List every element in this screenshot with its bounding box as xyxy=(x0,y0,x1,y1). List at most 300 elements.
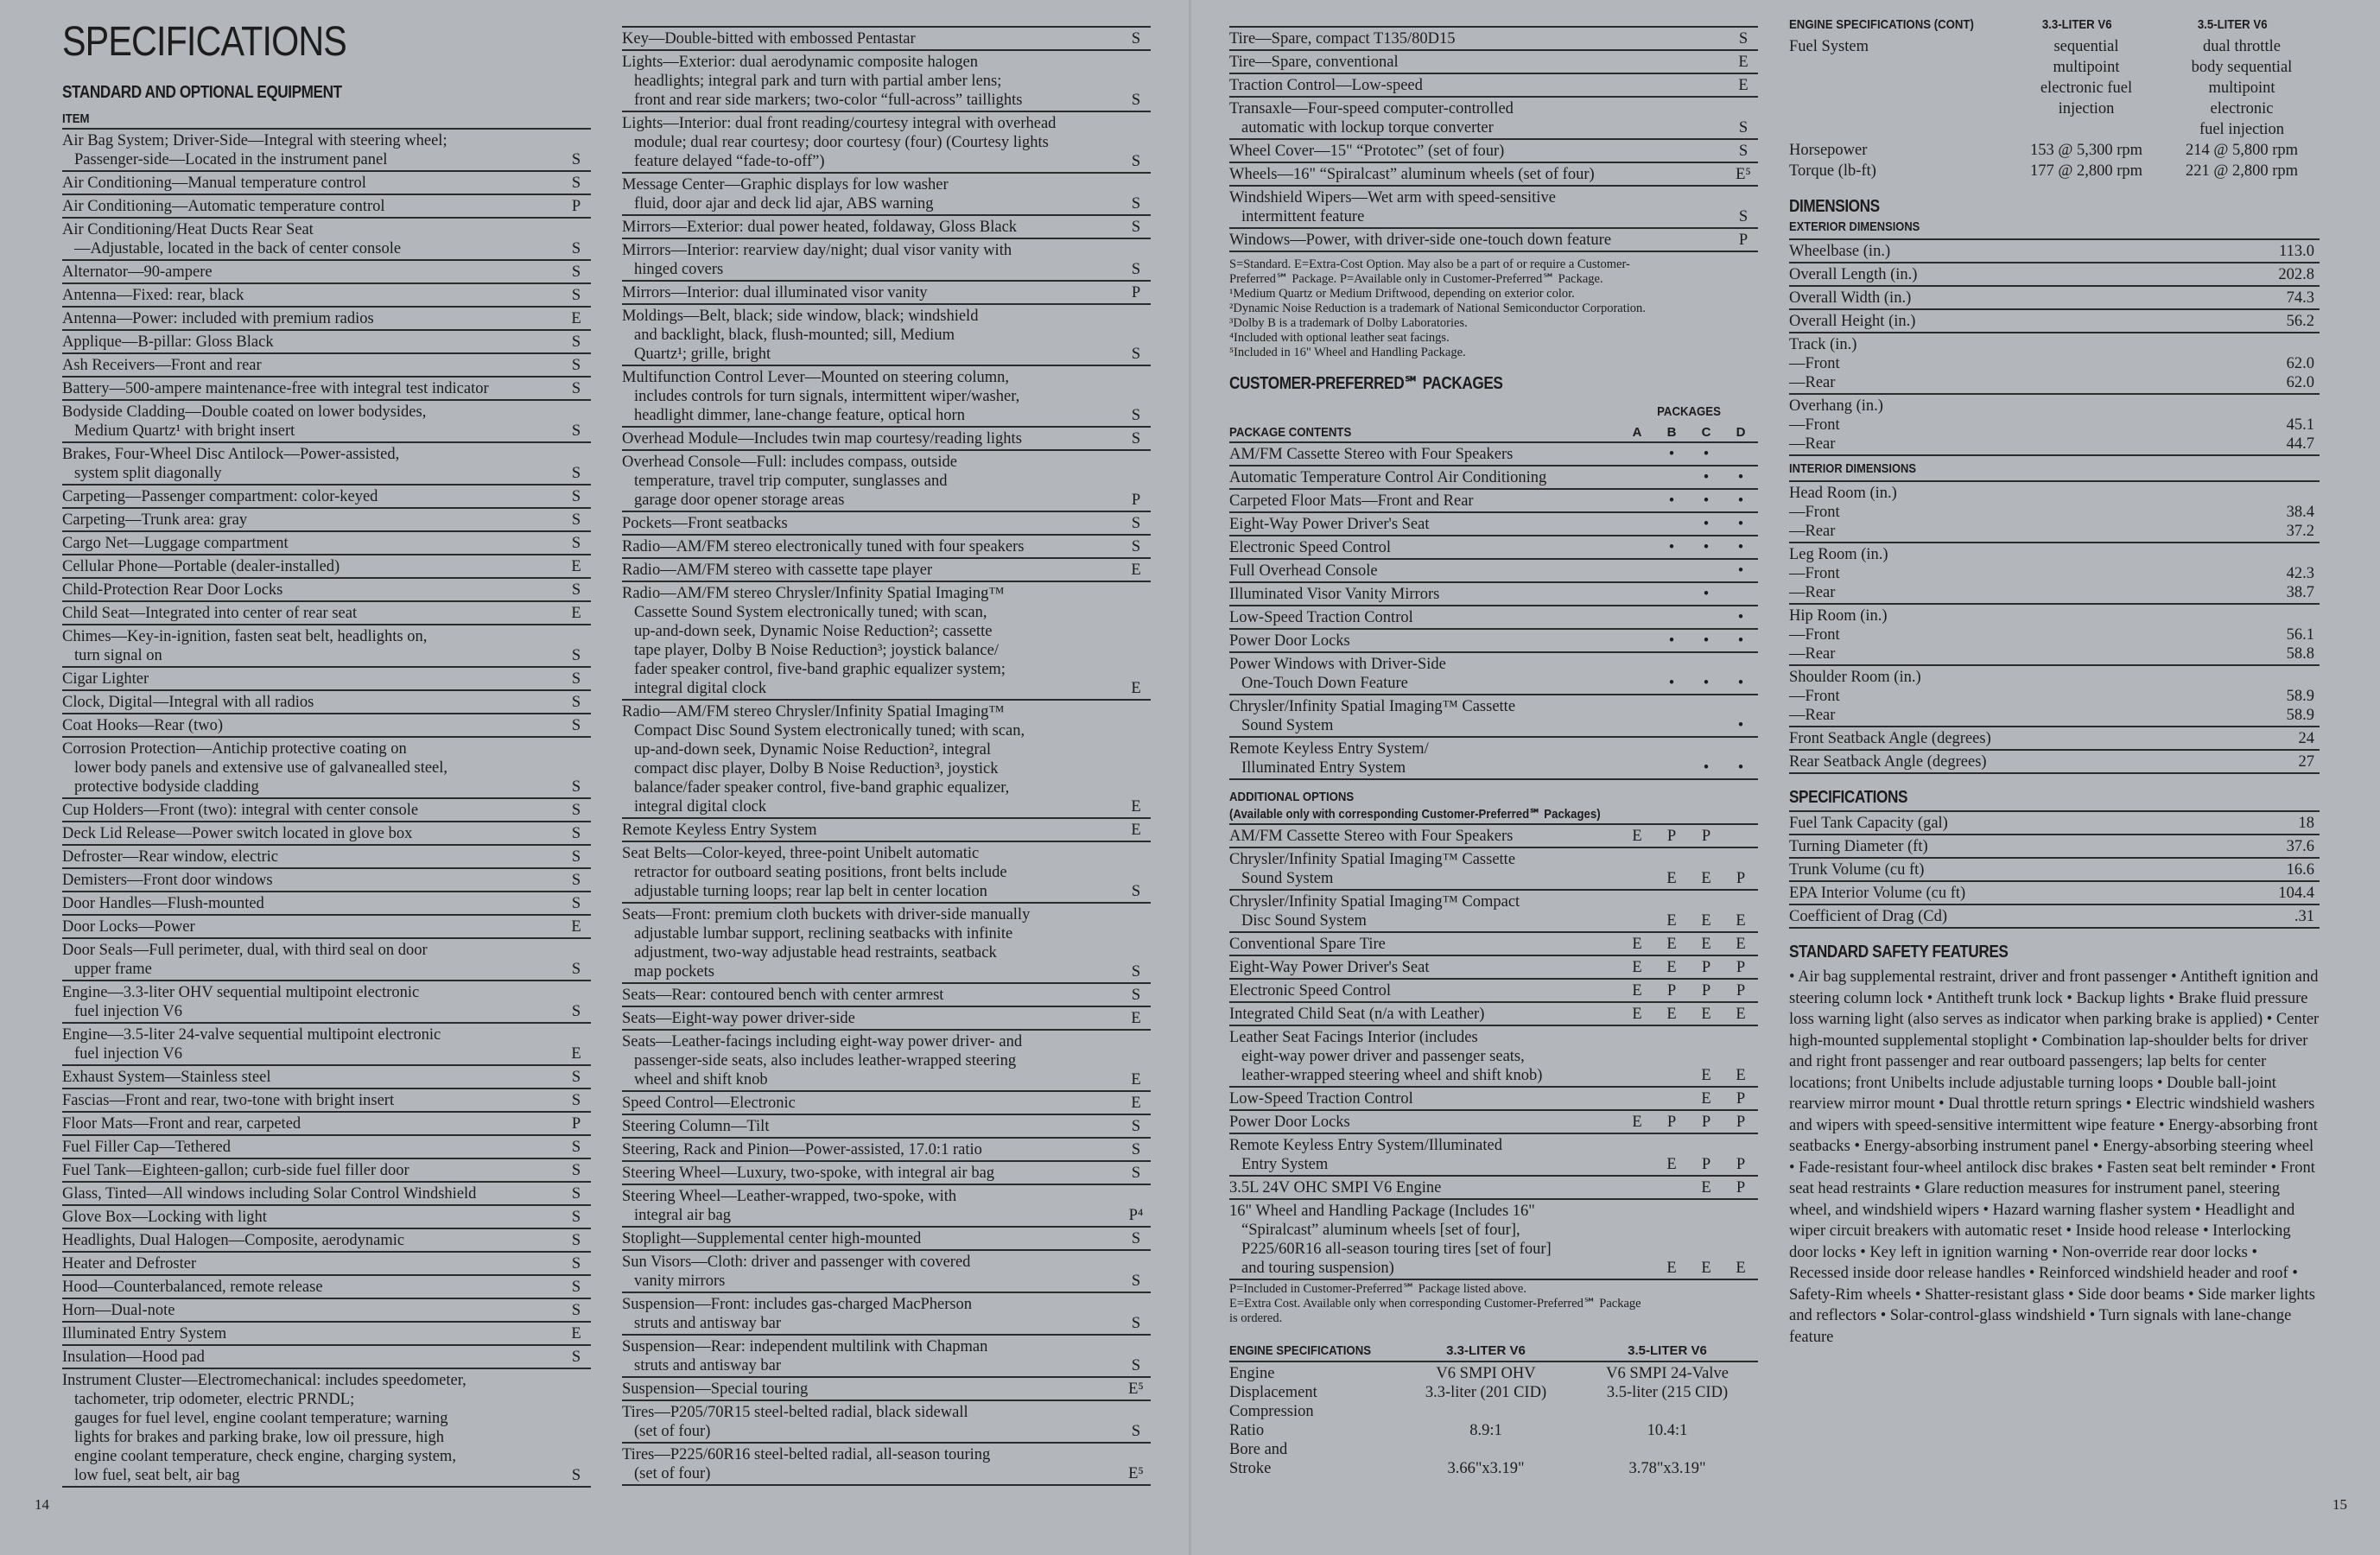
package-row xyxy=(1229,1111,1758,1134)
footnote: is ordered. xyxy=(1229,1311,1283,1325)
equipment-description: Speed Control—Electronic xyxy=(622,1095,796,1112)
availability-code: S xyxy=(571,263,581,281)
equipment-description: Illuminated Entry System xyxy=(62,1325,227,1342)
availability-code: E xyxy=(571,1045,581,1063)
equipment-row xyxy=(622,1401,1151,1444)
dimension-label: Shoulder Room (in.) —Front —Rear xyxy=(1789,669,1921,724)
package-row xyxy=(1229,738,1758,780)
equipment-description: Traction Control—Low-speed xyxy=(1229,77,1423,94)
package-row xyxy=(1229,1177,1758,1200)
equipment-description: Radio—AM/FM stereo electronically tuned with four speakers xyxy=(622,538,1025,555)
engine-spec-label: Bore and Stroke xyxy=(1229,1441,1288,1477)
dimension-value: 16.6 xyxy=(2286,861,2314,879)
package-contents-label: PACKAGE CONTENTS xyxy=(1229,425,1352,440)
equipment-description: Engine—3.3-liter OHV sequential multipoint electronic fuel injection V6 xyxy=(62,984,420,1020)
engine-spec-row xyxy=(1789,161,2320,181)
package-mark: E xyxy=(1701,1090,1711,1108)
equipment-description: Tire—Spare, compact T135/80D15 xyxy=(1229,30,1456,48)
equipment-description: Windows—Power, with driver-side one-touch down feature xyxy=(1229,232,1612,249)
equipment-row xyxy=(1229,163,1758,187)
package-mark: • xyxy=(1737,562,1744,580)
availability-code: S xyxy=(1131,1141,1141,1158)
package-mark: E xyxy=(1666,912,1677,930)
dimension-label: Overall Height (in.) xyxy=(1789,313,1916,330)
package-mark: • xyxy=(1703,539,1710,556)
equipment-row xyxy=(62,846,591,869)
engine-spec-label: Compression Ratio xyxy=(1229,1403,1314,1439)
equipment-description: Tire—Spare, conventional xyxy=(1229,54,1399,71)
equipment-row xyxy=(1229,74,1758,98)
equipment-row xyxy=(622,174,1151,216)
equipment-row xyxy=(62,1323,591,1346)
package-item: Chrysler/Infinity Spatial Imaging™ Compact Disc Sound System xyxy=(1229,893,1520,930)
equipment-row xyxy=(62,916,591,939)
package-mark: • xyxy=(1668,492,1675,510)
package-mark: • xyxy=(1737,717,1744,734)
equipment-row xyxy=(622,1031,1151,1092)
package-mark: E xyxy=(1701,1179,1711,1196)
package-item: Automatic Temperature Control Air Conditioning xyxy=(1229,469,1547,486)
package-mark: P xyxy=(1736,1090,1746,1108)
equipment-row xyxy=(1229,229,1758,252)
package-mark: • xyxy=(1737,492,1744,510)
dimension-label: Coefficient of Drag (Cd) xyxy=(1789,908,1948,925)
package-item: Low-Speed Traction Control xyxy=(1229,1090,1413,1108)
equipment-description: Demisters—Front door windows xyxy=(62,872,273,889)
availability-code: P xyxy=(571,198,581,215)
package-row xyxy=(1229,560,1758,583)
equipment-row xyxy=(622,216,1151,239)
availability-code: S xyxy=(571,778,581,796)
equipment-row xyxy=(622,1336,1151,1378)
package-mark: E xyxy=(1701,1006,1711,1023)
engine-specs-cont-table xyxy=(1789,36,2320,181)
equipment-row xyxy=(622,1007,1151,1031)
package-mark: E xyxy=(1666,1006,1677,1023)
equipment-row xyxy=(622,904,1151,984)
package-mark: • xyxy=(1737,539,1744,556)
specifications-table xyxy=(1789,810,2320,929)
equipment-row xyxy=(62,331,591,354)
equipment-row xyxy=(1229,140,1758,163)
equipment-description: Antenna—Fixed: rear, black xyxy=(62,287,244,304)
package-row xyxy=(1229,695,1758,738)
package-item: AM/FM Cassette Stereo with Four Speakers xyxy=(1229,446,1514,463)
availability-code: E xyxy=(1131,1095,1141,1112)
package-item: Eight-Way Power Driver's Seat xyxy=(1229,516,1430,533)
equipment-list-1 xyxy=(62,128,591,1488)
engine-spec-value-b: dual throttle body sequential multipoint electronic fuel injection xyxy=(2191,38,2293,138)
dimension-row xyxy=(1789,751,2320,774)
equipment-description: Steering Wheel—Luxury, two-spoke, with integral air bag xyxy=(622,1165,995,1182)
engine-specs-cont-heading: ENGINE SPECIFICATIONS (CONT) xyxy=(1789,17,1974,32)
package-row xyxy=(1229,630,1758,653)
equipment-description: Bodyside Cladding—Double coated on lower bodysides, Medium Quartz¹ with bright insert xyxy=(62,403,427,440)
package-mark: E xyxy=(1666,870,1677,887)
package-row xyxy=(1229,823,1758,848)
dimension-row xyxy=(1789,905,2320,929)
availability-code: S xyxy=(571,333,581,351)
availability-code: S xyxy=(1131,515,1141,532)
equipment-description: Seats—Front: premium cloth buckets with driver-side manually adjustable lumbar support, reclining seatbacks with infinite adjustment, two-way adjustable head restraints, seatback map pockets xyxy=(622,906,1031,981)
equipment-row xyxy=(62,308,591,331)
additional-notes xyxy=(1229,1282,1758,1326)
equipment-row xyxy=(622,1139,1151,1162)
equipment-row xyxy=(1229,26,1758,51)
equipment-row xyxy=(62,354,591,378)
equipment-row xyxy=(622,536,1151,559)
equipment-list-2 xyxy=(622,26,1151,1486)
equipment-row xyxy=(62,172,591,195)
availability-code: S xyxy=(571,961,581,978)
footnote: P=Included in Customer-Preferred℠ Package listed above. xyxy=(1229,1282,1526,1296)
availability-code: S xyxy=(571,380,581,397)
package-row xyxy=(1229,466,1758,490)
equipment-row xyxy=(622,1251,1151,1293)
availability-code: S xyxy=(571,422,581,440)
packages-column-header xyxy=(1229,424,1758,441)
availability-code: S xyxy=(1131,1118,1141,1135)
equipment-row xyxy=(622,1444,1151,1486)
dimension-label: Hip Room (in.) —Front —Rear xyxy=(1789,607,1888,663)
availability-code: E xyxy=(571,1325,581,1342)
equipment-description: Exhaust System—Stainless steel xyxy=(62,1069,271,1086)
engine-spec-value-b: 221 @ 2,800 rpm xyxy=(2185,162,2299,180)
dimension-value: 27 xyxy=(2298,753,2314,771)
equipment-description: Lights—Exterior: dual aerodynamic composite halogen headlights; integral park and turn with partial amber lens; front and rear side markers; two-color “full-across” taillights xyxy=(622,54,1023,109)
availability-code: P xyxy=(571,1115,581,1133)
engine-specs-header xyxy=(1229,1342,1758,1362)
dimension-value: 58.9 58.9 xyxy=(2286,688,2314,724)
dimension-row xyxy=(1789,810,2320,835)
equipment-description: Tires—P205/70R15 steel-belted radial, black sidewall (set of four) xyxy=(622,1404,968,1440)
footnote: ⁵Included in 16" Wheel and Handling Package. xyxy=(1229,346,1466,359)
package-mark: P xyxy=(1701,828,1711,845)
package-mark: P xyxy=(1736,870,1746,887)
equipment-description: Message Center—Graphic displays for low washer fluid, door ajar and deck lid ajar, ABS warning xyxy=(622,176,949,213)
availability-code: P xyxy=(1738,232,1749,249)
equipment-description: Steering Wheel—Leather-wrapped, two-spoke, with integral air bag xyxy=(622,1188,957,1224)
additional-options-table xyxy=(1229,823,1758,1280)
package-item: Conventional Spare Tire xyxy=(1229,936,1386,953)
package-mark: E xyxy=(1666,1260,1677,1277)
engine-specs-table xyxy=(1229,1364,1758,1478)
availability-code: S xyxy=(1131,1315,1141,1332)
package-mark: E xyxy=(1632,1114,1642,1131)
package-columns xyxy=(1620,424,1758,441)
package-mark: • xyxy=(1703,469,1710,486)
equipment-description: Air Bag System; Driver-Side—Integral with steering wheel; Passenger-side—Located in the instrument panel xyxy=(62,132,447,168)
package-mark: P xyxy=(1701,982,1711,1000)
equipment-description: Transaxle—Four-speed computer-controlled automatic with lockup torque converter xyxy=(1229,100,1514,136)
equipment-row xyxy=(62,261,591,284)
dimension-row xyxy=(1789,727,2320,751)
package-mark: E xyxy=(1736,1006,1746,1023)
package-item: Integrated Child Seat (n/a with Leather) xyxy=(1229,1006,1485,1023)
dimension-value: 24 xyxy=(2298,730,2314,747)
equipment-description: Wheels—16" “Spiralcast” aluminum wheels (set of four) xyxy=(1229,166,1595,183)
package-mark: P xyxy=(1701,1114,1711,1131)
availability-code: S xyxy=(571,511,581,529)
equipment-description: Seats—Eight-way power driver-side xyxy=(622,1010,855,1027)
equipment-description: Overhead Module—Includes twin map courtesy/reading lights xyxy=(622,430,1022,447)
equipment-row xyxy=(62,1159,591,1183)
engine-spec-value-b: 214 @ 5,800 rpm xyxy=(2185,142,2299,159)
dimension-value: 42.3 38.7 xyxy=(2286,565,2314,601)
package-mark: E xyxy=(1701,912,1711,930)
equipment-description: Suspension—Rear: independent multilink with Chapman struts and antisway bar xyxy=(622,1338,988,1374)
footnote: E=Extra Cost. Available only when corresponding Customer-Preferred℠ Package xyxy=(1229,1297,1641,1311)
equipment-row xyxy=(62,1299,591,1323)
equipment-row xyxy=(622,282,1151,305)
equipment-row xyxy=(622,984,1151,1007)
package-item: Carpeted Floor Mats—Front and Rear xyxy=(1229,492,1474,510)
package-mark: P xyxy=(1701,959,1711,976)
engine-spec-label: Engine xyxy=(1229,1365,1275,1382)
equipment-description: Air Conditioning—Automatic temperature control xyxy=(62,198,385,215)
equipment-row xyxy=(62,401,591,443)
equipment-row xyxy=(62,981,591,1024)
package-item: Chrysler/Infinity Spatial Imaging™ Cassette Sound System xyxy=(1229,698,1516,734)
availability-code: S xyxy=(1131,346,1141,363)
package-column-label: B xyxy=(1666,425,1677,440)
dimension-label: Overhang (in.) —Front —Rear xyxy=(1789,397,1883,453)
engine-specs-cont-col-a: 3.3-LITER V6 xyxy=(2041,17,2112,32)
package-item: Full Overhead Console xyxy=(1229,562,1378,580)
equipment-row xyxy=(62,869,591,892)
equipment-row xyxy=(622,582,1151,701)
availability-code: E xyxy=(1131,1010,1141,1027)
equipment-row xyxy=(62,579,591,602)
interior-dimensions-table xyxy=(1789,480,2320,774)
package-mark: E xyxy=(1736,1067,1746,1084)
package-mark: E xyxy=(1666,936,1677,953)
dimension-row xyxy=(1789,238,2320,263)
packages-label: PACKAGES xyxy=(1657,404,1721,419)
dimension-row xyxy=(1789,882,2320,905)
dimension-row xyxy=(1789,666,2320,727)
engine-spec-value-a: sequential multipoint electronic fuel injection xyxy=(2040,38,2133,117)
engine-spec-value-b: 3.78"x3.19" xyxy=(1628,1460,1706,1477)
package-row xyxy=(1229,1003,1758,1026)
availability-code: S xyxy=(571,895,581,912)
equipment-description: Steering, Rack and Pinion—Power-assisted, 17.0:1 ratio xyxy=(622,1141,982,1158)
equipment-row xyxy=(62,1369,591,1488)
footnote: S=Standard. E=Extra-Cost Option. May also be a part of or require a Customer- xyxy=(1229,257,1630,271)
dimension-value: 45.1 44.7 xyxy=(2286,416,2314,453)
availability-code: E xyxy=(1131,680,1141,697)
availability-code: S xyxy=(571,802,581,819)
equipment-row xyxy=(622,366,1151,428)
equipment-row xyxy=(62,219,591,261)
package-item: Chrysler/Infinity Spatial Imaging™ Cassette Sound System xyxy=(1229,851,1516,887)
equipment-description: Alternator—90-ampere xyxy=(62,263,213,281)
page-title: SPECIFICATIONS xyxy=(62,19,346,65)
package-mark: • xyxy=(1668,446,1675,463)
availability-code: S xyxy=(1738,119,1749,136)
dimension-value: 62.0 62.0 xyxy=(2286,355,2314,391)
package-item: Illuminated Visor Vanity Mirrors xyxy=(1229,586,1440,603)
equipment-row xyxy=(62,128,591,172)
engine-specs-cont-col-b: 3.5-LITER V6 xyxy=(2197,17,2268,32)
equipment-description: Cigar Lighter xyxy=(62,670,149,688)
dimension-label: Leg Room (in.) —Front —Rear xyxy=(1789,546,1888,601)
package-row xyxy=(1229,980,1758,1003)
availability-code: S xyxy=(571,1255,581,1273)
dimension-label: Rear Seatback Angle (degrees) xyxy=(1789,753,1987,771)
engine-spec-row xyxy=(1229,1383,1758,1402)
package-mark: • xyxy=(1703,586,1710,603)
package-mark: • xyxy=(1737,516,1744,533)
availability-code: E⁵ xyxy=(1128,1465,1144,1482)
availability-code: S xyxy=(571,717,581,734)
engine-spec-value-a: 8.9:1 xyxy=(1469,1422,1502,1439)
package-item: Low-Speed Traction Control xyxy=(1229,609,1413,626)
package-mark: P xyxy=(1736,959,1746,976)
engine-spec-value-a: 3.66"x3.19" xyxy=(1447,1460,1525,1477)
package-mark: • xyxy=(1703,632,1710,650)
equipment-row xyxy=(62,668,591,691)
package-row xyxy=(1229,1200,1758,1280)
equipment-description: Lights—Interior: dual front reading/courtesy integral with overhead module; dual rear courtesy; door courtesy (four) (Courtesy lights feature delayed “fade-to-off”) xyxy=(622,115,1057,170)
package-row xyxy=(1229,536,1758,560)
equipment-row xyxy=(622,239,1151,282)
equipment-description: Door Locks—Power xyxy=(62,918,195,936)
equipment-description: Seats—Rear: contoured bench with center armrest xyxy=(622,987,944,1004)
additional-options-heading: ADDITIONAL OPTIONS xyxy=(1229,790,1355,804)
availability-code: S xyxy=(571,1003,581,1020)
package-mark: E xyxy=(1632,959,1642,976)
additional-options-subheading: (Available only with corresponding Customer-Preferred℠ Packages) xyxy=(1229,807,1601,822)
equipment-description: Tires—P225/60R16 steel-belted radial, all-season touring (set of four) xyxy=(622,1446,991,1482)
availability-code: E xyxy=(1131,798,1141,816)
equipment-description: Overhead Console—Full: includes compass, outside temperature, travel trip computer, sunglasses and garage door opener storage areas xyxy=(622,454,957,509)
page-number-right: 15 xyxy=(2332,1496,2347,1513)
package-mark: E xyxy=(1701,1067,1711,1084)
specifications-heading: SPECIFICATIONS xyxy=(1789,788,1908,807)
package-row xyxy=(1229,441,1758,466)
equipment-description: Mirrors—Interior: rearview day/night; dual visor vanity with hinged covers xyxy=(622,242,1012,278)
dimension-value: 202.8 xyxy=(2278,266,2314,283)
package-row xyxy=(1229,490,1758,513)
package-contents-table xyxy=(1229,441,1758,780)
equipment-row xyxy=(62,195,591,219)
availability-code: S xyxy=(571,1092,581,1109)
engine-spec-value-a: 3.3-liter (201 CID) xyxy=(1425,1384,1547,1401)
equipment-row xyxy=(62,509,591,532)
equipment-description: Horn—Dual-note xyxy=(62,1302,175,1319)
availability-code: E⁵ xyxy=(1736,166,1751,183)
exterior-dimensions-heading: EXTERIOR DIMENSIONS xyxy=(1789,219,1920,234)
equipment-description: Fuel Tank—Eighteen-gallon; curb-side fuel filler door xyxy=(62,1162,409,1179)
availability-code: E⁵ xyxy=(1128,1380,1144,1398)
footnote: ²Dynamic Noise Reduction is a trademark of National Semiconductor Corporation. xyxy=(1229,301,1646,315)
package-row xyxy=(1229,513,1758,536)
package-mark: • xyxy=(1737,675,1744,692)
package-item: Remote Keyless Entry System/ Illuminated Entry System xyxy=(1229,740,1429,777)
equipment-row xyxy=(622,1115,1151,1139)
package-mark: • xyxy=(1668,539,1675,556)
equipment-description: Ash Receivers—Front and rear xyxy=(62,357,262,374)
footnote: ¹Medium Quartz or Medium Driftwood, depending on exterior color. xyxy=(1229,287,1575,301)
equipment-description: Air Conditioning—Manual temperature control xyxy=(62,175,366,192)
equipment-row xyxy=(622,1092,1151,1115)
equipment-row xyxy=(1229,51,1758,74)
package-mark: E xyxy=(1632,982,1642,1000)
availability-code: E xyxy=(571,605,581,622)
equipment-row xyxy=(62,799,591,822)
engine-specs-col-b: 3.5-LITER V6 xyxy=(1628,1343,1707,1358)
availability-code: S xyxy=(571,647,581,664)
equipment-description: Key—Double-bitted with embossed Pentastar xyxy=(622,30,916,48)
engine-specs-col-a: 3.3-LITER V6 xyxy=(1446,1343,1526,1358)
equipment-row xyxy=(62,1253,591,1276)
availability-code: S xyxy=(571,1069,581,1086)
availability-code: S xyxy=(1131,92,1141,109)
engine-spec-label: Displacement xyxy=(1229,1384,1317,1401)
availability-code: S xyxy=(1131,407,1141,424)
package-item: Electronic Speed Control xyxy=(1229,982,1392,1000)
engine-spec-value-b: 3.5-liter (215 CID) xyxy=(1606,1384,1729,1401)
equipment-row xyxy=(62,1089,591,1113)
availability-code: S xyxy=(571,357,581,374)
equipment-description: Windshield Wipers—Wet arm with speed-sensitive intermittent feature xyxy=(1229,189,1556,225)
standard-optional-heading: STANDARD AND OPTIONAL EQUIPMENT xyxy=(62,83,342,102)
package-item: Electronic Speed Control xyxy=(1229,539,1392,556)
availability-code: S xyxy=(571,872,581,889)
package-row xyxy=(1229,1088,1758,1111)
dimension-label: Front Seatback Angle (degrees) xyxy=(1789,730,1991,747)
equipment-row xyxy=(62,1136,591,1159)
availability-code: S xyxy=(1131,1357,1141,1374)
equipment-description: Floor Mats—Front and rear, carpeted xyxy=(62,1115,301,1133)
equipment-description: Sun Visors—Cloth: driver and passenger with covered vanity mirrors xyxy=(622,1254,971,1290)
availability-code: S xyxy=(571,694,581,711)
dimension-row xyxy=(1789,395,2320,456)
package-mark: P xyxy=(1666,1114,1677,1131)
engine-spec-row xyxy=(1789,140,2320,161)
equipment-description: Cellular Phone—Portable (dealer-installed) xyxy=(62,558,340,575)
equipment-row xyxy=(622,451,1151,512)
equipment-description: Multifunction Control Lever—Mounted on steering column, includes controls for turn signals, intermittent wiper/washer, headlight dimmer, lane-change feature, optical horn xyxy=(622,369,1020,424)
package-mark: E xyxy=(1701,1260,1711,1277)
availability-code: S xyxy=(1738,143,1749,160)
package-mark: P xyxy=(1701,1156,1711,1173)
equipment-description: Heater and Defroster xyxy=(62,1255,197,1273)
engine-spec-row xyxy=(1229,1440,1758,1478)
package-mark: P xyxy=(1736,1156,1746,1173)
availability-code: S xyxy=(571,151,581,168)
availability-code: P xyxy=(1131,492,1141,509)
equipment-description: Carpeting—Trunk area: gray xyxy=(62,511,248,529)
availability-code: S xyxy=(571,848,581,866)
footnote: Preferred℠ Package. P=Available only in Customer-Preferred℠ Package. xyxy=(1229,272,1603,286)
package-mark: E xyxy=(1632,828,1642,845)
safety-heading: STANDARD SAFETY FEATURES xyxy=(1789,943,2009,962)
package-mark: E xyxy=(1666,959,1677,976)
package-mark: • xyxy=(1703,446,1710,463)
equipment-description: Glove Box—Locking with light xyxy=(62,1209,267,1226)
dimension-value: 38.4 37.2 xyxy=(2286,504,2314,540)
equipment-row xyxy=(62,1346,591,1369)
availability-code: S xyxy=(571,535,581,552)
package-row xyxy=(1229,653,1758,695)
dimension-value: .31 xyxy=(2294,908,2314,925)
availability-code: S xyxy=(571,240,581,257)
package-row xyxy=(1229,848,1758,891)
availability-code: E xyxy=(571,918,581,936)
engine-spec-value-a: V6 SMPI OHV xyxy=(1436,1365,1536,1382)
